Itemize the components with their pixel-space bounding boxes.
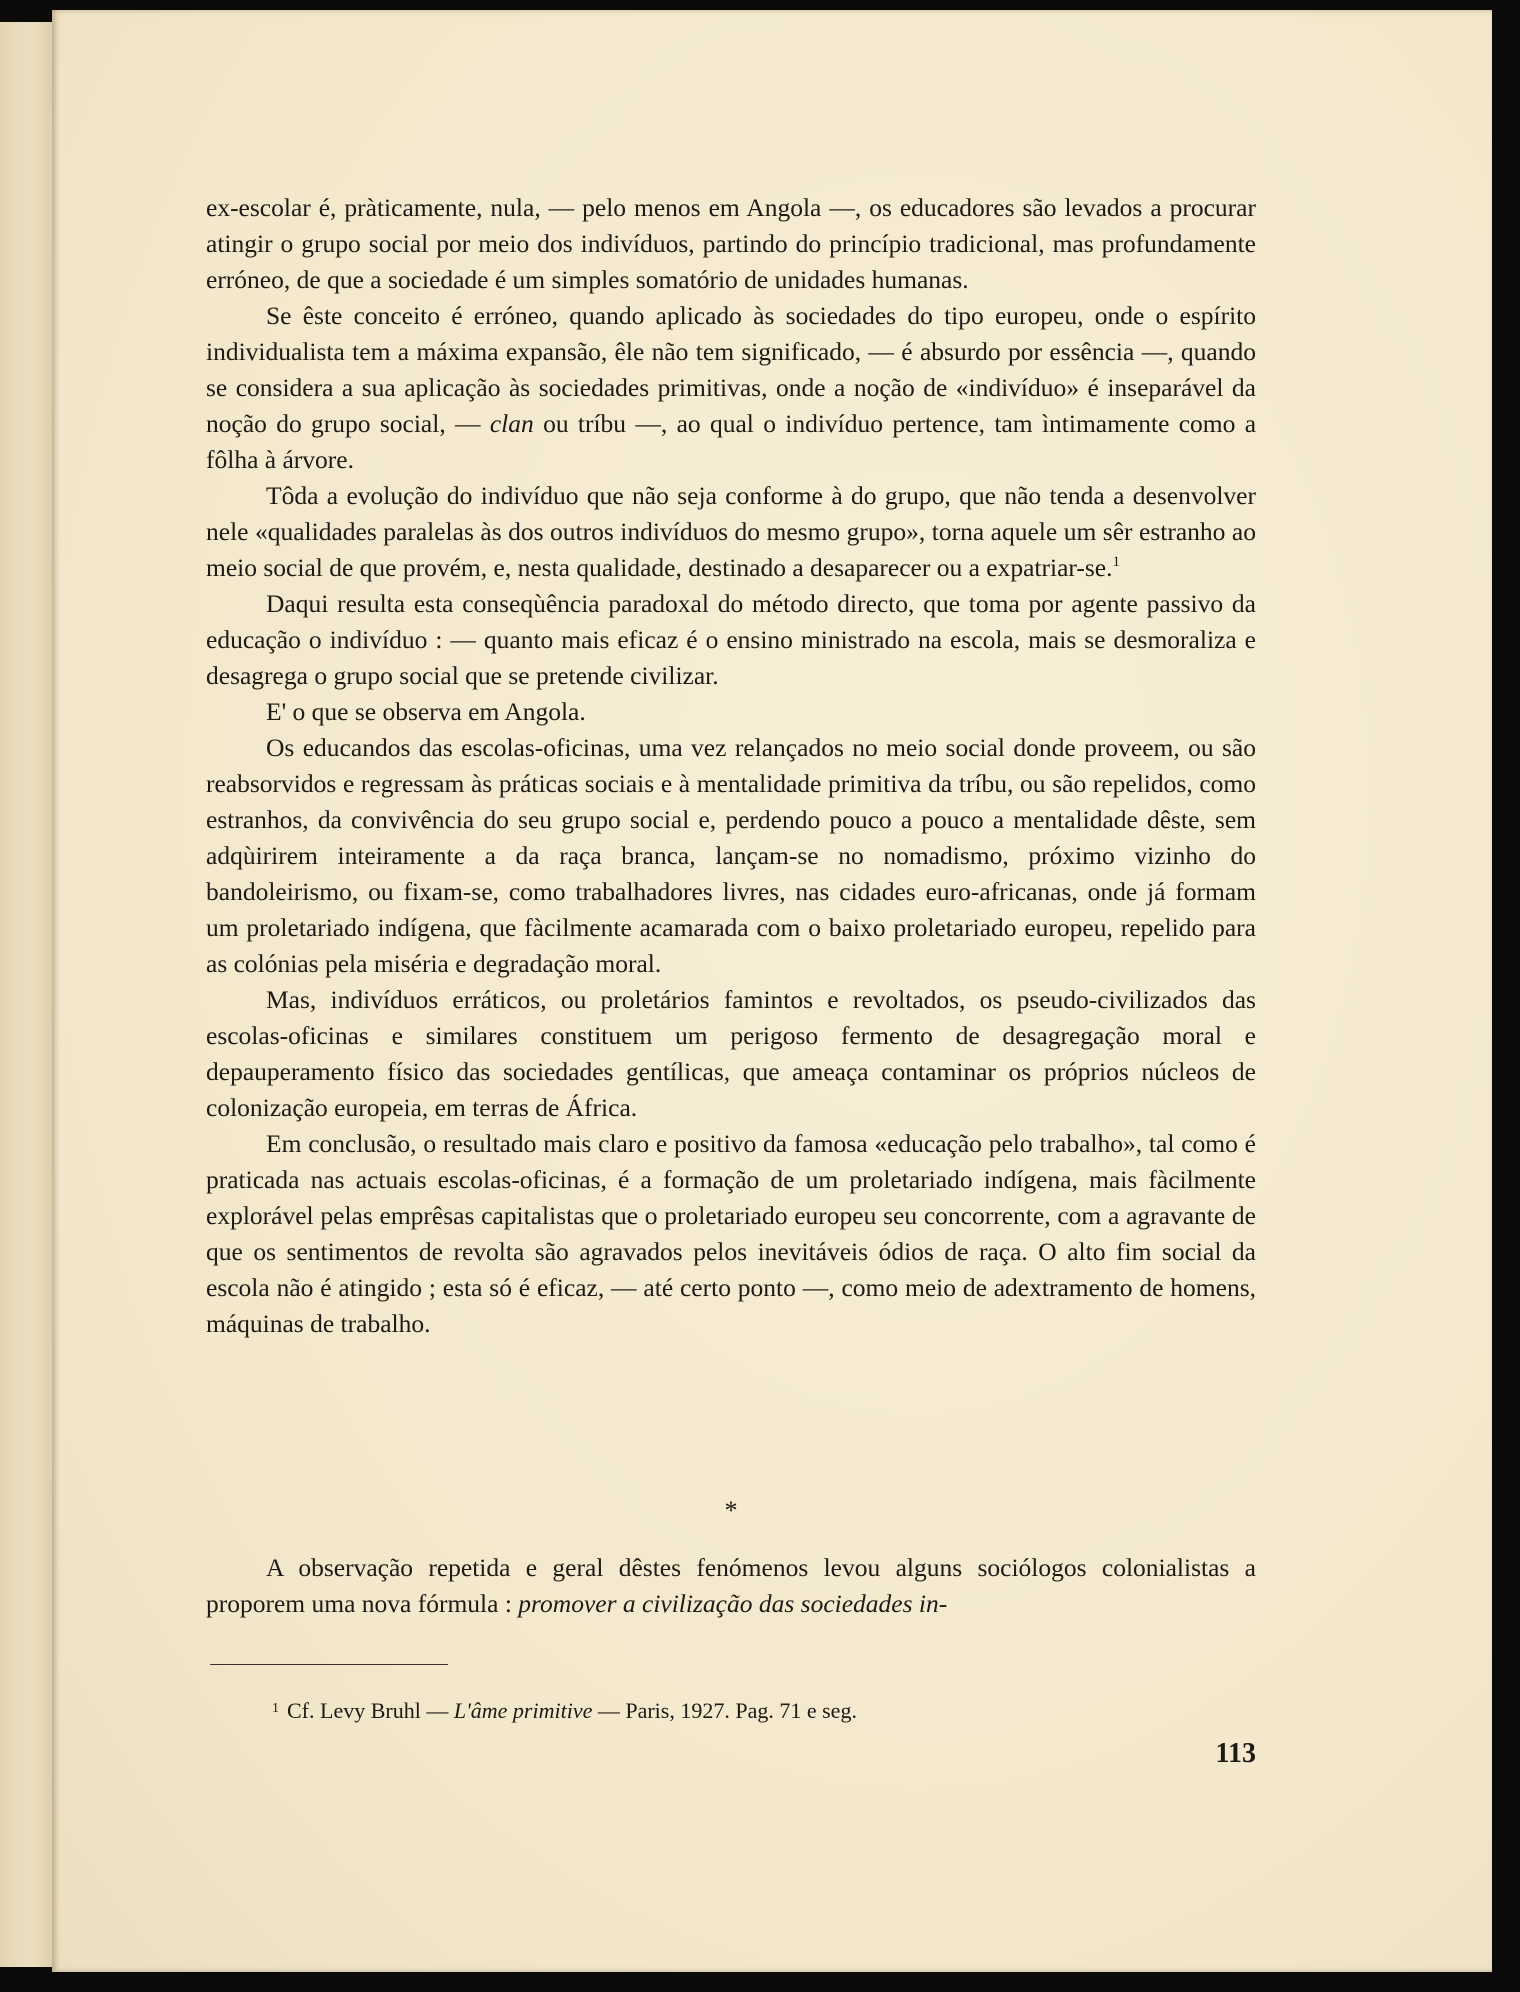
paragraph: Mas, indivíduos erráticos, ou proletários famintos e revoltados, os pseudo-civilizados das escolas-oficinas e similares constituem um perigoso fermento de desagregação moral e depauperamento físico das sociedades gentílicas, que ameaça contaminar os próprios núcleos de colonização europeia, em terras de África. xyxy=(206,985,1256,1122)
footnote-title: L'âme primitive xyxy=(453,1698,593,1723)
paragraph: Daqui resulta esta conseqùência paradoxal do método directo, que toma por agente passivo da educação o indivíduo : — quanto mais eficaz é o ensino ministrado na escola, mais se desmoraliza e desagrega o grupo social que se pretende civilizar. xyxy=(206,589,1256,690)
paragraph xyxy=(206,298,1256,478)
paragraph: Os educandos das escolas-oficinas, uma vez relançados no meio social donde proveem, ou são reabsorvidos e regressam às práticas sociais e à mentalidade primitiva da tríbu, ou são repelidos, como estranhos, da convivência do seu grupo social e, perdendo pouco a pouco a mentalidade dêste, sem adqùirirem inteiramente a da raça branca, lançam-se no nomadismo, próximo vizinho do bandoleirismo, ou fixam-se, como trabalhadores livres, nas cidades euro-africanas, onde já formam um proletariado indígena, que fàcilmente acamarada com o baixo proletariado europeu, repelido para as colónias pela miséria e degradação moral. xyxy=(206,733,1256,978)
closing-italic: promover a civilização das sociedades in- xyxy=(518,1589,948,1618)
paragraph-text: Se êste conceito é erróneo, quando aplicado às sociedades do tipo europeu, onde o espírito individualista tem a máxima expansão, êle não tem significado, — é absurdo por essência —, quando se considera a sua aplicação às sociedades primitivas, onde a noção de «indivíduo» é inseparável da noção do grupo social, — xyxy=(206,301,1256,438)
footnote-ref: 1 xyxy=(1112,554,1120,570)
paragraph-text: Tôda a evolução do indivíduo que não seja conforme à do grupo, que não tenda a desenvolver nele «qualidades paralelas às dos outros indivíduos do mesmo grupo», torna aquele um sêr estranho ao meio social de que provém, e, nesta qualidade, destinado a desaparecer ou a expatriar-se. xyxy=(206,481,1256,582)
page-number: 113 xyxy=(1215,1738,1256,1769)
paragraph: Em conclusão, o resultado mais claro e positivo da famosa «educação pelo trabalho», tal como é praticada nas actuais escolas-oficinas, é a formação de um proletariado indígena, mais fàcilmente explorável pelas emprêsas capitalistas que o proletariado europeu seu concorrente, com a agravante de que os sentimentos de revolta são agravados pelos inevitáveis ódios de raça. O alto fim social da escola não é atingido ; esta só é eficaz, — até certo ponto —, como meio de adextramento de homens, máquinas de trabalho. xyxy=(206,1129,1256,1338)
previous-page-edge xyxy=(0,22,58,1967)
paragraph: E' o que se observa em Angola. xyxy=(266,697,586,726)
body-text xyxy=(206,190,1256,1342)
italic-term: clan xyxy=(489,409,534,438)
paragraph xyxy=(206,478,1256,586)
footnote xyxy=(272,1698,857,1724)
paragraph: ex-escolar é, pràticamente, nula, — pelo menos em Angola —, os educadores são levados a procurar atingir o grupo social por meio dos indivíduos, partindo do princípio tradicional, mas profundamente erróneo, de que a sociedade é um simples somatório de unidades humanas. xyxy=(206,193,1256,294)
footnote-mark: 1 xyxy=(272,1701,279,1716)
closing-paragraph xyxy=(206,1550,1256,1622)
footnote-text: Cf. Levy Bruhl — xyxy=(287,1698,449,1723)
footnote-text-end: — Paris, 1927. Pag. 71 e seg. xyxy=(597,1698,857,1723)
footnote-rule xyxy=(210,1664,448,1665)
section-separator: * xyxy=(724,1496,738,1525)
closing-text: A observação repetida e geral dêstes fenómenos levou alguns sociólogos colonialistas a proporem uma nova fórmula : xyxy=(206,1553,1256,1618)
paragraph-text: ou tríbu —, ao qual o indivíduo pertence, tam ìntimamente como a fôlha à árvore. xyxy=(206,409,1257,474)
